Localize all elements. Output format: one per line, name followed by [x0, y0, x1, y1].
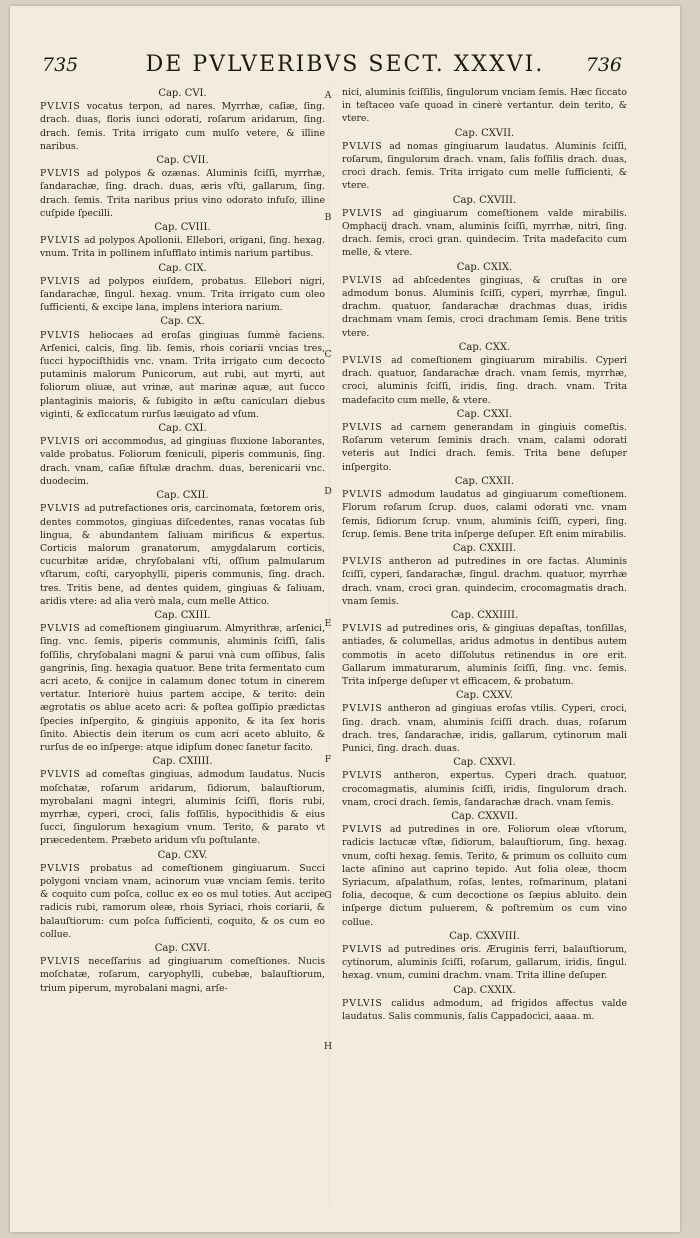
remedy-lead-word: PVLVIS: [342, 997, 383, 1009]
remedy-text: [40, 955, 325, 995]
chapter-heading: Cap. CXV.: [157, 849, 208, 861]
remedy-text: [40, 275, 325, 315]
remedy-section: [40, 942, 325, 995]
remedy-lead-word: PVLVIS: [342, 770, 383, 782]
remedy-section: [342, 127, 627, 193]
remedy-body: ad putredines oris, & gingiuas depaſtas, tonſillas, antiades, & columellas, aridus admotus in dentibus autem commotis in aceto diſſolutus retinendus in ore erit. Gallarum immaturarum, aluminis ſciſſi, ſing. vnc. ſemis. Trita inſperge deſuper vt efficacem, & probatum.: [342, 623, 627, 687]
running-title: DE PVLVERIBVS SECT. XXXVI.: [145, 52, 545, 77]
chapter-heading: Cap. CXVI.: [154, 943, 211, 954]
remedy-section: [40, 489, 325, 608]
remedy-lead-word: PVLVIS: [40, 329, 81, 341]
remedy-body: ad putredines oris. Æruginis ferri, balauſtiorum, cytinorum, aluminis ſciſſi, roſarum, gallarum, iridis, ſingul. hexag. vnum, cumini drachm. vnam. Trita illine deſuper.: [342, 944, 627, 982]
remedy-text: [40, 234, 325, 260]
chapter-heading: Cap. CVI.: [158, 88, 207, 99]
remedy-section: [40, 755, 325, 847]
remedy-lead-word: PVLVIS: [342, 140, 383, 152]
remedy-text: [40, 502, 325, 608]
remedy-text: [40, 768, 325, 847]
remedy-lead-word: PVLVIS: [342, 824, 383, 836]
remedy-body: ad polypos eiuſdem, probatus. Ellebori nigri, ſandarachæ, ſingul. hexag. vnum. Trita irrigato cum oleo ſufficienti, & excipe lana, implens interiora narium.: [40, 275, 325, 314]
remedy-body: ad polypos & ozænas. Aluminis ſciſſi, myrrhæ, ſandarachæ, ſing. drach. duas, æris vſti, gallarum, ſing. drach. ſemis. Trita naribus prius vino odorato infuſo, illine cuſpide ſpecilli.: [40, 168, 325, 219]
remedy-section: [40, 154, 325, 220]
remedy-section: [342, 86, 627, 126]
page-number-right: 736: [585, 54, 622, 76]
remedy-text: [342, 769, 627, 809]
remedy-section: [40, 262, 325, 315]
chapter-heading: Cap. CXIIII.: [152, 756, 213, 768]
remedy-section: [342, 756, 627, 809]
page-number-left: 735: [42, 54, 79, 76]
book-page: [10, 6, 680, 1232]
remedy-lead-word: PVLVIS: [40, 235, 81, 247]
margin-marker-g: G: [324, 890, 332, 901]
remedy-section: [40, 87, 325, 153]
remedy-section: [342, 930, 627, 983]
remedy-text: [342, 354, 627, 407]
remedy-section: [342, 984, 627, 1024]
chapter-heading: Cap. CXXV.: [456, 690, 513, 702]
remedy-body: ad comeſtionem gingiuarum. Almyrithræ, arſenici, ſing. vnc. ſemis, piperis communis, aluminis ſciſſi, ſalis foſſilis, chryſobalani magni & parui vnà cum oſſibus, ſalis gangrinis, ſing. hexagia quatuor. Bene trita fermentato cum acri aceto, & conijce in calamum donec totum in cinerem vertatur. Interiorè huius partem accipe, & terito: dein ægrotatis os ablue aceto acri: & poſtea goſſipio prædictas ſpecies inſpergito, & gingiuis apponito, & ita ſex horis ſinito. Abiectis dein iterum os cum acri aceto abluito, & rurſus de eo inſperge: atque idipſum donec ſanetur facito.: [40, 623, 325, 753]
remedy-text: [342, 555, 627, 608]
margin-marker-h: H: [323, 1041, 333, 1052]
chapter-heading: Cap. CXVIII.: [452, 194, 517, 206]
margin-marker-a: A: [324, 90, 332, 101]
remedy-body: ad nomas gingiuarum laudatus. Aluminis ſciſſi, roſarum, ſingulorum drach. vnam, ſalis foſſilis drach. duas, croci drach. ſemis. Trita irrigato cum melle ſufficienti, & vtere.: [342, 140, 627, 192]
remedy-body: calidus admodum, ad frigidos affectus valde laudatus. Salis communis, ſalis Cappadocici, aaaa. m.: [342, 997, 627, 1023]
remedy-body: ad gingiuarum comeſtionem valde mirabilis. Omphacij drach. vnam, aluminis ſciſſi, myrrhæ, nitri, ſing. drach. ſemis, croci gran. quindecim. Trita madefacito cum melle, & vtere.: [342, 207, 627, 259]
remedy-text: [342, 274, 627, 340]
remedy-body: ori accommodus, ad gingiuas fluxione laborantes, valde probatus. Foliorum fœniculi, piperis communis, ſing. drach. vnam, caſiæ fiſtulæ drachm. duas, berenicarii vnc. duodecim.: [40, 436, 325, 487]
remedy-text: [40, 435, 325, 488]
chapter-heading: Cap. CXI.: [158, 423, 207, 435]
remedy-body: ad abſcedentes gingiuas, & cruſtas in ore admodum bonus. Aluminis ſciſſi, cyperi, myrrhæ, ſingul. drachm. quatuor, ſandarachæ drachmas duas, iridis drachmam vnam ſemis, croci drachmam ſemis. Bene tritis vtere.: [342, 274, 627, 339]
remedy-section: [342, 194, 627, 260]
remedy-text: [40, 862, 325, 941]
remedy-text: [342, 943, 627, 983]
chapter-heading: Cap. CXXIII.: [452, 542, 517, 554]
chapter-heading: Cap. CX.: [160, 316, 205, 328]
remedy-lead-word: PVLVIS: [342, 556, 383, 568]
chapter-heading: Cap. CXII.: [156, 490, 209, 502]
remedy-lead-word: PVLVIS: [342, 274, 383, 286]
remedy-section: [40, 422, 325, 488]
margin-marker-c: C: [324, 349, 332, 360]
remedy-section: [40, 221, 325, 261]
column-gutter: [329, 86, 330, 1206]
chapter-heading: Cap. CXIX.: [456, 261, 513, 273]
remedy-section: [40, 609, 325, 754]
right-column: [342, 86, 627, 1023]
remedy-section: [342, 475, 627, 541]
remedy-body: heliocaes ad eroſas gingiuas ſummè faciens. Arſenici, calcis, ſing. lib. ſemis, rhois coriarii vncias tres, ſucci hypociſthidis vnc. vnam. Trita irrigato cum decocto putaminis malorum Punicorum, aut rubi, aut myrti, aut foliorum oliuæ, aut vrinæ, aut marinæ aquæ, aut ſucco plantaginis maioris, & ſubigito in æſtu canicuları diebus viginti, & exſiccatum rurſus læuigato ad vſum.: [40, 329, 325, 420]
remedy-lead-word: PVLVIS: [342, 703, 383, 715]
page-header: [10, 52, 680, 82]
remedy-text: [342, 997, 627, 1023]
remedy-body: ad comeſtionem gingiuarum mirabilis. Cyperi drach. quatuor, ſandarachæ drach. vnam ſemis, myrrhæ, croci, aluminis ſciſſi, iridis, ſing. drach. vnam. Trita madefacito cum melle, & vtere.: [342, 355, 627, 406]
remedy-lead-word: PVLVIS: [40, 862, 81, 874]
remedy-text: [40, 622, 325, 754]
remedy-section: [342, 609, 627, 688]
remedy-lead-word: PVLVIS: [40, 769, 81, 781]
remedy-body: ad putrefactiones oris, carcinomata, fœtorem oris, dentes commotos, gingiuas diſcedentes, ranas vocatas ſub lingua, & abundantem ſaliuam mirificus & expertus. Corticis malorum granatorum, amygdalarum corticis, cucurbitæ aridæ, chryſobalani vſti, oſſium palmularum vſtarum, coſti, caryophylli, piperis communis, ſing. drach. tres. Tritis bene, ad dentes quidem, gingiuas & ſaliuam, aridis vtere: ad alia verò mala, cum melle Attico.: [40, 503, 325, 607]
remedy-text: [342, 702, 627, 755]
remedy-body: ad putredines in ore. Foliorum oleæ vſtorum, radicis lactucæ vſtæ, ſidiorum, balauſtiorum, ſing. hexag. vnum, coſti hexag. ſemis. Terito, & primum os colluito cum lacte aſinino aut caprino tepido. Aut folia oleæ, thocm Syriacum, aſpalathum, roſas, lentes, roſmarinum, platani folia, decoque, & cum decoctione os ſæpius abluito. dein inſperge dictum puluerem, & poſtremùm os cum vino collue.: [342, 824, 627, 928]
chapter-heading: Cap. CXXIX.: [453, 984, 516, 996]
margin-marker-f: F: [324, 754, 332, 765]
remedy-section: [342, 408, 627, 474]
chapter-heading: Cap. CXVII.: [454, 127, 515, 139]
chapter-heading: Cap. CXXII.: [454, 475, 515, 487]
remedy-text: [40, 329, 325, 421]
margin-marker-b: B: [324, 212, 332, 223]
chapter-heading: Cap. CXIII.: [154, 609, 211, 621]
remedy-body: antheron, expertus. Cyperi drach. quatuor, crocomagmatis, aluminis ſciſſi, iridis, ſingulorum drach. vnam, croci drach. ſemis, ſandarachæ drach. vnam ſemis.: [342, 770, 627, 808]
remedy-section: [40, 849, 325, 941]
chapter-heading: Cap. CIX.: [158, 262, 207, 274]
remedy-lead-word: PVLVIS: [342, 489, 383, 501]
remedy-lead-word: PVLVIS: [342, 623, 383, 635]
remedy-lead-word: PVLVIS: [342, 422, 383, 434]
remedy-text: [342, 207, 627, 260]
chapter-heading: Cap. CVIII.: [154, 222, 211, 234]
remedy-lead-word: PVLVIS: [40, 623, 81, 635]
remedy-lead-word: PVLVIS: [40, 275, 81, 287]
remedy-section: [40, 315, 325, 421]
remedy-lead-word: PVLVIS: [40, 101, 81, 113]
remedy-section: [342, 542, 627, 608]
remedy-text: [342, 140, 627, 193]
chapter-heading: Cap. CXXVI.: [453, 757, 516, 769]
remedy-lead-word: PVLVIS: [40, 168, 81, 180]
chapter-heading: Cap. CXXVIII.: [449, 930, 520, 942]
remedy-lead-word: PVLVIS: [40, 503, 81, 515]
remedy-lead-word: PVLVIS: [342, 944, 383, 955]
remedy-body: nici, aluminis ſciſſilis, ſingulorum vnciam ſemis. Hæc ſiccato in teſtaceo vaſe quoad in cinerè vertantur. dein terito, & vtere.: [342, 87, 627, 125]
remedy-section: [342, 689, 627, 755]
remedy-text: [40, 167, 325, 220]
remedy-lead-word: PVLVIS: [342, 355, 383, 367]
remedy-text: [342, 86, 627, 126]
chapter-heading: Cap. CXXIIII.: [450, 609, 519, 621]
remedy-body: admodum laudatus ad gingiuarum comeſtionem. Florum roſarum ſcrup. duos, calami odorati vnc. vnam ſemis, ſidiorum ſcrup. vnum, aluminis ſciſſi, cyperi, ſing. ſcrup. ſemis. Bene trita inſperge deſuper. Eſt enim mirabilis.: [342, 489, 627, 540]
remedy-text: [342, 488, 627, 541]
remedy-text: [40, 100, 325, 153]
left-column: [40, 86, 325, 995]
remedy-lead-word: PVLVIS: [342, 207, 383, 219]
remedy-body: antheron ad putredines in ore factas. Aluminis ſciſſi, cyperi, ſandarachæ, ſingul. drachm. quatuor, myrrhæ drach. vnam, croci gran. quindecim, crocomagmatis drach. vnam ſemis.: [342, 556, 627, 607]
remedy-body: probatus ad comeſtionem gingiuarum. Succi polygoni vnciam vnam, acinorum vuæ vnciam ſemis. terito & coquito cum poſca, colluc ex eo os mul toties. Aut accipe radicis rubi, ramorum oleæ, rhois Syriaci, rhois coriarii, & balauſtiorum: cum poſca ſufficienti, coquito, & os cum eo collue.: [40, 862, 325, 940]
remedy-text: [342, 421, 627, 474]
remedy-lead-word: PVLVIS: [40, 956, 81, 968]
remedy-body: ad carnem generandam in gingiuis comeſtis. Roſarum veterum ſeminis drach. vnam, calami odorati veteris aut Indici drach. ſemis. Trita bene deſuper inſpergito.: [342, 422, 627, 473]
margin-marker-d: D: [324, 486, 332, 497]
remedy-lead-word: PVLVIS: [40, 436, 81, 448]
chapter-heading: Cap. CXXVII.: [451, 810, 518, 822]
remedy-body: antheron ad gingiuas eroſas vtilis. Cyperi, croci, ſing. drach. vnam, aluminis ſciſſi drach. duas, roſarum drach. tres, ſandarachæ, iridis, gallarum, cytinorum mali Punici, ſing. drach. duas.: [342, 703, 627, 754]
margin-marker-e: E: [324, 618, 332, 629]
remedy-body: neceſſarius ad gingiuarum comeſtiones. Nucis moſchatæ, roſarum, caryophylli, cubebæ, balauſtiorum, trium piperum, myrobalani magni, arſe-: [40, 956, 325, 994]
chapter-heading: Cap. CVII.: [156, 155, 209, 167]
remedy-section: [342, 341, 627, 407]
remedy-body: ad comeſtas gingiuas, admodum laudatus. Nucis moſchatæ, roſarum aridarum, ſidiorum, balauſtiorum, myrobalani magni integri, aluminis ſciſſi, floris rubi, myrrhæ, cyperi, croci, ſalis foſſilis, hypocithidis & eius ſucci, ſingulorum hexagium vnum. Terito, & parato vt præcedentem. Præbeto aridum vſu poſtulante.: [40, 769, 325, 847]
remedy-text: [342, 622, 627, 688]
remedy-body: vocatus terpon, ad nares. Myrrhæ, caſiæ, ſing. drach. duas, floris iunci odorati, roſarum aridarum, ſing. drach. ſemis. Trita irrigato cum mulſo vetere, & illine naribus.: [40, 101, 325, 152]
remedy-text: [342, 823, 627, 929]
remedy-section: [342, 810, 627, 929]
remedy-body: ad polypos Apollonii. Ellebori, origani, ſing. hexag. vnum. Trita in pollinem inſufflato intimis narium partibus.: [40, 235, 325, 260]
chapter-heading: Cap. CXXI.: [456, 408, 513, 420]
chapter-heading: Cap. CXX.: [458, 341, 511, 353]
remedy-section: [342, 261, 627, 340]
